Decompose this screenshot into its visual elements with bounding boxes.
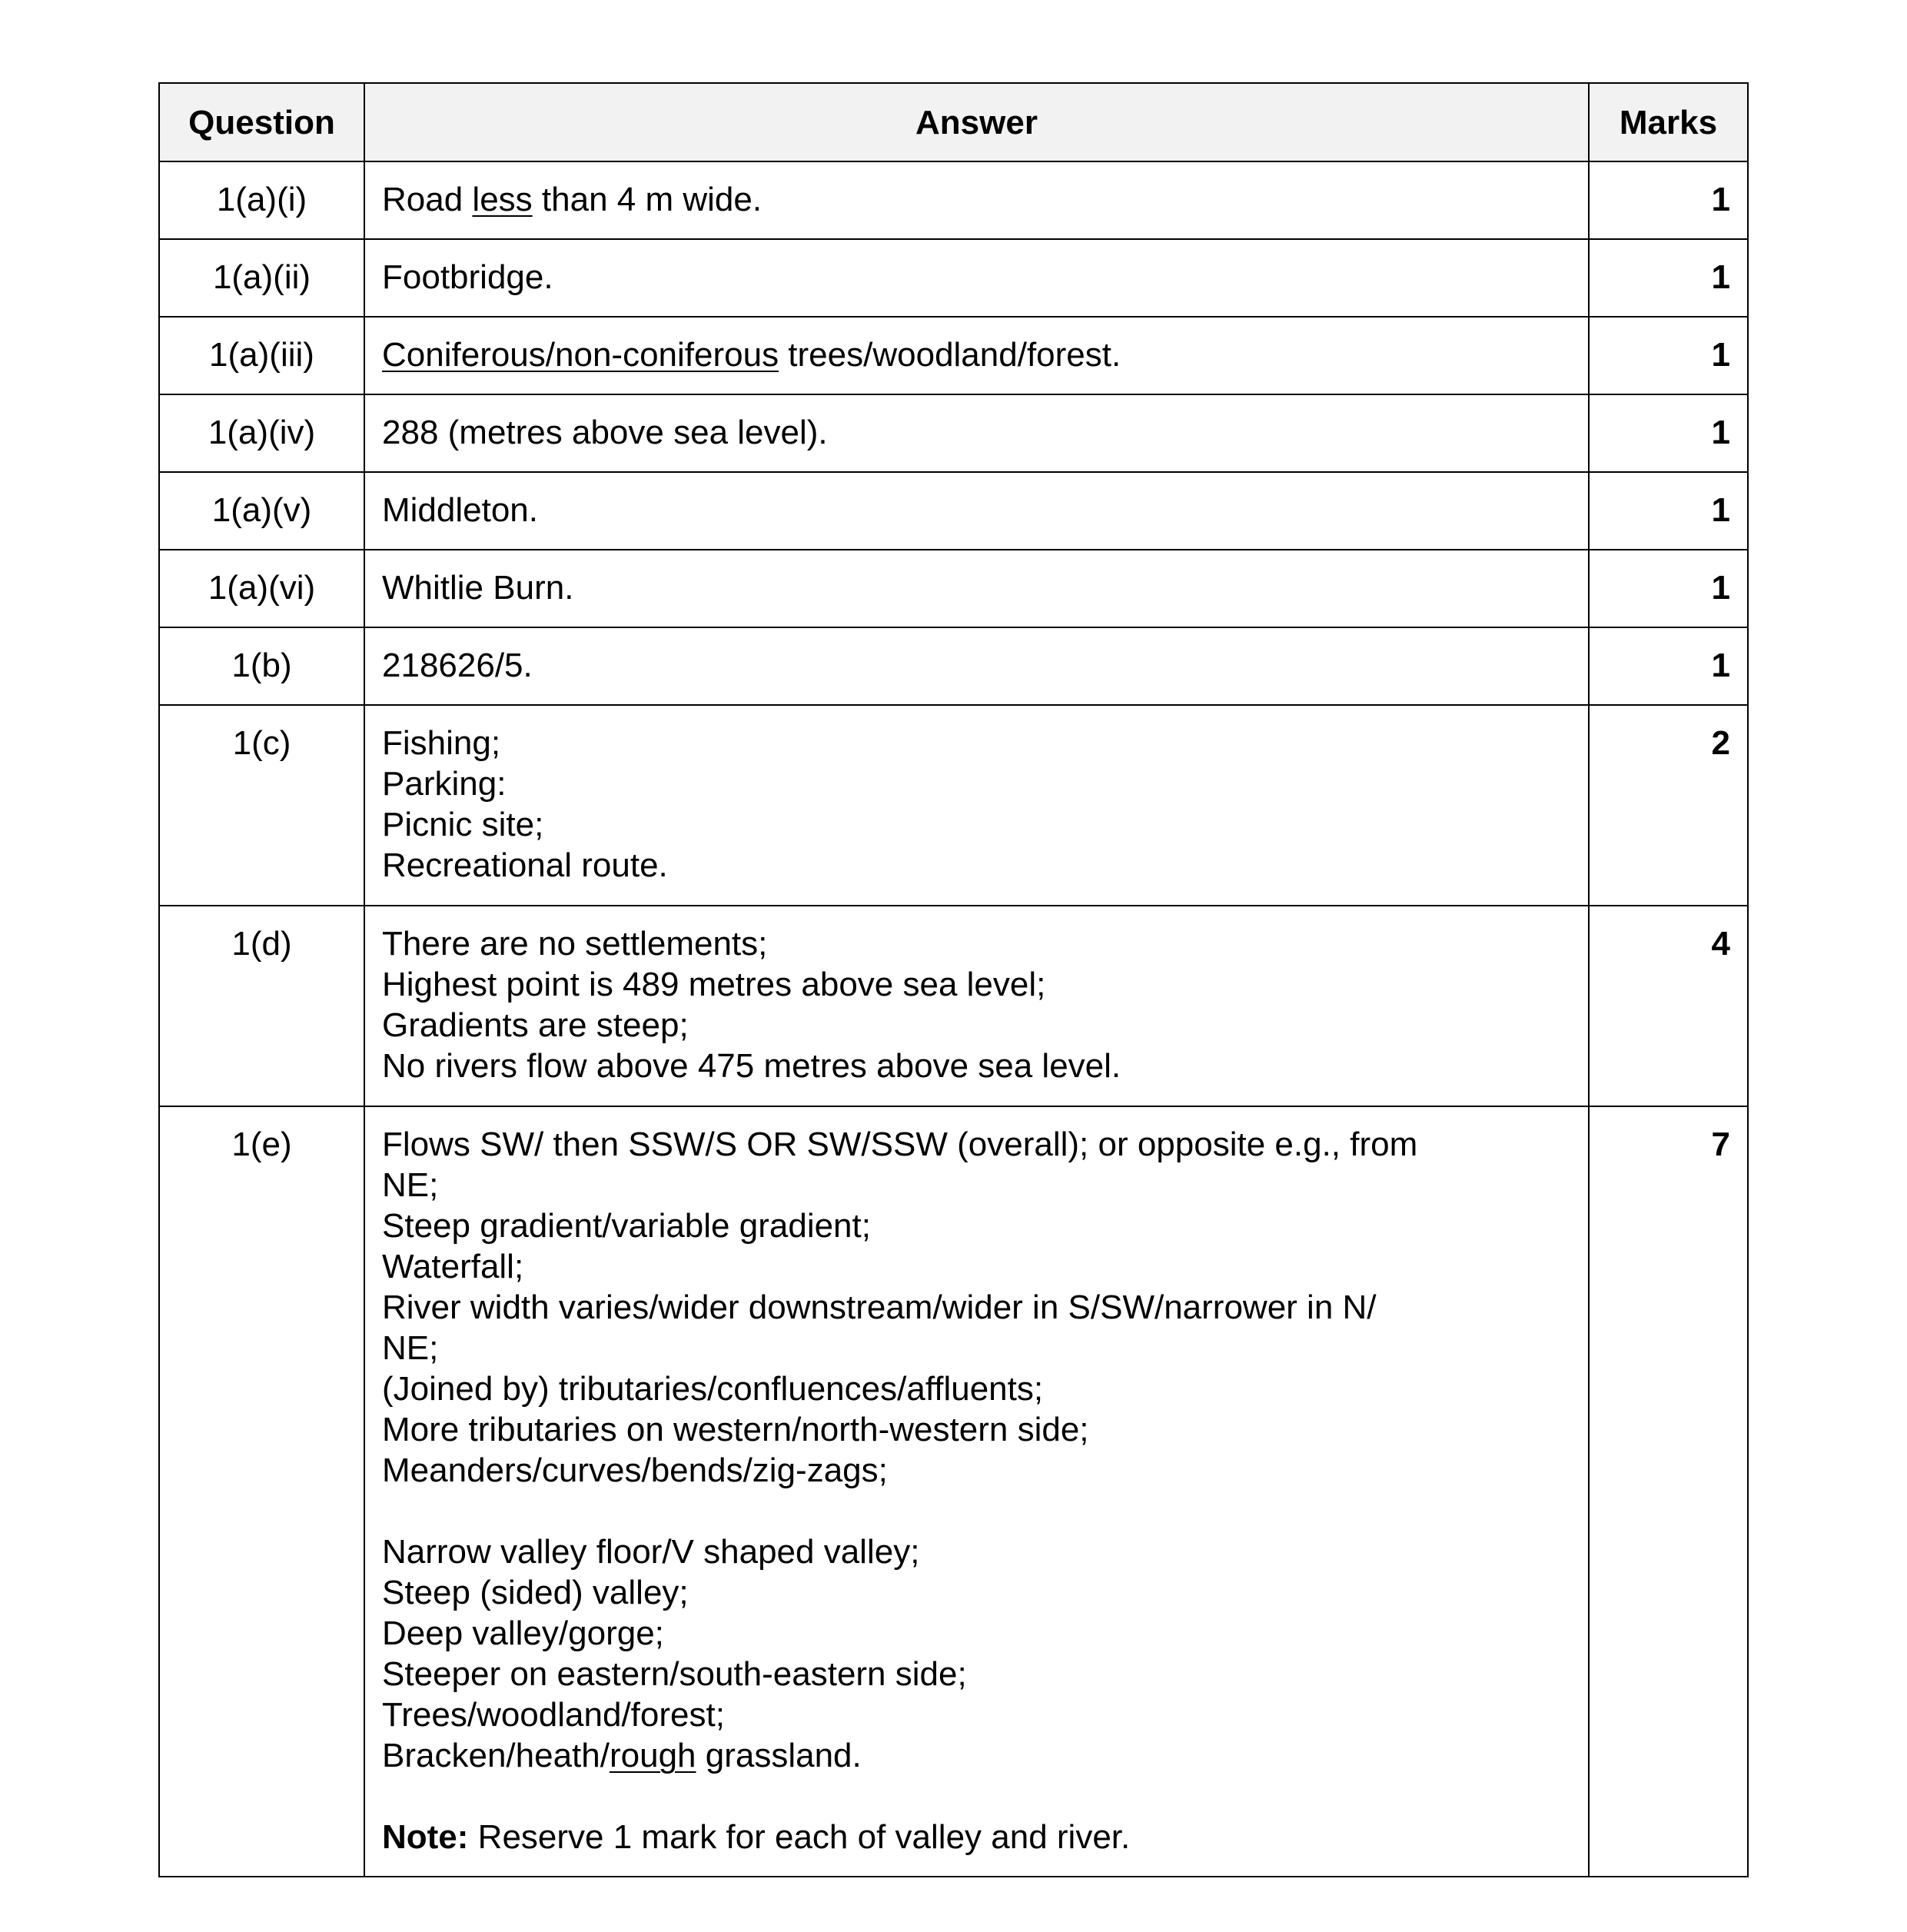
answer-line: Gradients are steep; xyxy=(382,1006,689,1044)
answer-line: Steeper on eastern/south-eastern side; xyxy=(382,1655,967,1693)
answer-cell: Footbridge. xyxy=(364,239,1589,317)
answer-cell: 288 (metres above sea level). xyxy=(364,394,1589,472)
underlined-text: rough xyxy=(609,1737,696,1774)
marks-cell: 1 xyxy=(1589,394,1748,472)
answer-line: Trees/woodland/forest; xyxy=(382,1696,725,1734)
answer-line: (Joined by) tributaries/confluences/affluents; xyxy=(382,1370,1044,1408)
question-cell: 1(a)(ii) xyxy=(159,239,364,317)
marks-cell: 1 xyxy=(1589,550,1748,627)
marks-cell: 4 xyxy=(1589,906,1748,1106)
answer-line: Recreational route. xyxy=(382,846,668,884)
underlined-text: Coniferous/non-coniferous xyxy=(382,336,779,374)
answer-line: Steep gradient/variable gradient; xyxy=(382,1207,871,1245)
mark-scheme-table xyxy=(158,82,1749,1877)
answer-header: Answer xyxy=(364,83,1589,161)
answer-line: Meanders/curves/bends/zig-zags; xyxy=(382,1451,888,1489)
table-row xyxy=(159,550,1748,627)
table-row xyxy=(159,627,1748,705)
note-label: Note: xyxy=(382,1818,469,1856)
marks-cell: 2 xyxy=(1589,705,1748,906)
note-line xyxy=(382,1817,1571,1857)
note-text: Reserve 1 mark for each of valley and river. xyxy=(468,1818,1131,1856)
marks-cell: 1 xyxy=(1589,472,1748,550)
answer-cell: Road less than 4 m wide. xyxy=(364,161,1589,239)
answer-line: Steep (sided) valley; xyxy=(382,1574,689,1611)
question-cell: 1(c) xyxy=(159,705,364,906)
answer-line: More tributaries on western/north-western side; xyxy=(382,1411,1089,1448)
table-row xyxy=(159,1106,1748,1877)
paragraph-gap xyxy=(382,1776,1571,1817)
answer-line: River width varies/wider downstream/wider in S/SW/narrower in N/ xyxy=(382,1289,1377,1326)
answer-line: Fishing; xyxy=(382,724,501,762)
marks-cell: 7 xyxy=(1589,1106,1748,1877)
answer-cell: Coniferous/non-coniferous trees/woodland/forest. xyxy=(364,317,1589,394)
answer-line: Waterfall; xyxy=(382,1248,524,1285)
answer-line: Deep valley/gorge; xyxy=(382,1614,664,1652)
answer-line: Picnic site; xyxy=(382,806,544,843)
table-row xyxy=(159,906,1748,1106)
answer-cell: Whitlie Burn. xyxy=(364,550,1589,627)
table-row xyxy=(159,394,1748,472)
table-row xyxy=(159,317,1748,394)
marks-header: Marks xyxy=(1589,83,1748,161)
answer-line: Parking: xyxy=(382,765,507,803)
answer-line: NE; xyxy=(382,1166,439,1204)
answer-cell xyxy=(364,705,1589,906)
header-row xyxy=(159,83,1748,161)
answer-line: Flows SW/ then SSW/S OR SW/SSW (overall); or opposite e.g., from xyxy=(382,1126,1418,1163)
answer-line: There are no settlements; xyxy=(382,925,768,963)
paragraph-gap xyxy=(382,1491,1571,1531)
question-cell: 1(e) xyxy=(159,1106,364,1877)
table-row xyxy=(159,705,1748,906)
question-cell: 1(d) xyxy=(159,906,364,1106)
marks-cell: 1 xyxy=(1589,239,1748,317)
answer-cell: 218626/5. xyxy=(364,627,1589,705)
answer-cell xyxy=(364,906,1589,1106)
table-row xyxy=(159,472,1748,550)
marks-cell: 1 xyxy=(1589,161,1748,239)
underlined-text: less xyxy=(472,181,533,218)
question-cell: 1(a)(iv) xyxy=(159,394,364,472)
answer-line: Narrow valley floor/V shaped valley; xyxy=(382,1533,920,1571)
question-cell: 1(a)(iii) xyxy=(159,317,364,394)
answer-line: Highest point is 489 metres above sea level; xyxy=(382,966,1046,1003)
answer-cell: Middleton. xyxy=(364,472,1589,550)
table-row xyxy=(159,239,1748,317)
table-row xyxy=(159,161,1748,239)
answer-line: NE; xyxy=(382,1329,439,1367)
marks-cell: 1 xyxy=(1589,317,1748,394)
question-cell: 1(a)(vi) xyxy=(159,550,364,627)
question-cell: 1(a)(v) xyxy=(159,472,364,550)
answer-cell xyxy=(364,1106,1589,1877)
question-header: Question xyxy=(159,83,364,161)
question-cell: 1(a)(i) xyxy=(159,161,364,239)
marks-cell: 1 xyxy=(1589,627,1748,705)
answer-line: No rivers flow above 475 metres above sea level. xyxy=(382,1047,1121,1085)
question-cell: 1(b) xyxy=(159,627,364,705)
answer-line: Bracken/heath/rough grassland. xyxy=(382,1737,862,1774)
